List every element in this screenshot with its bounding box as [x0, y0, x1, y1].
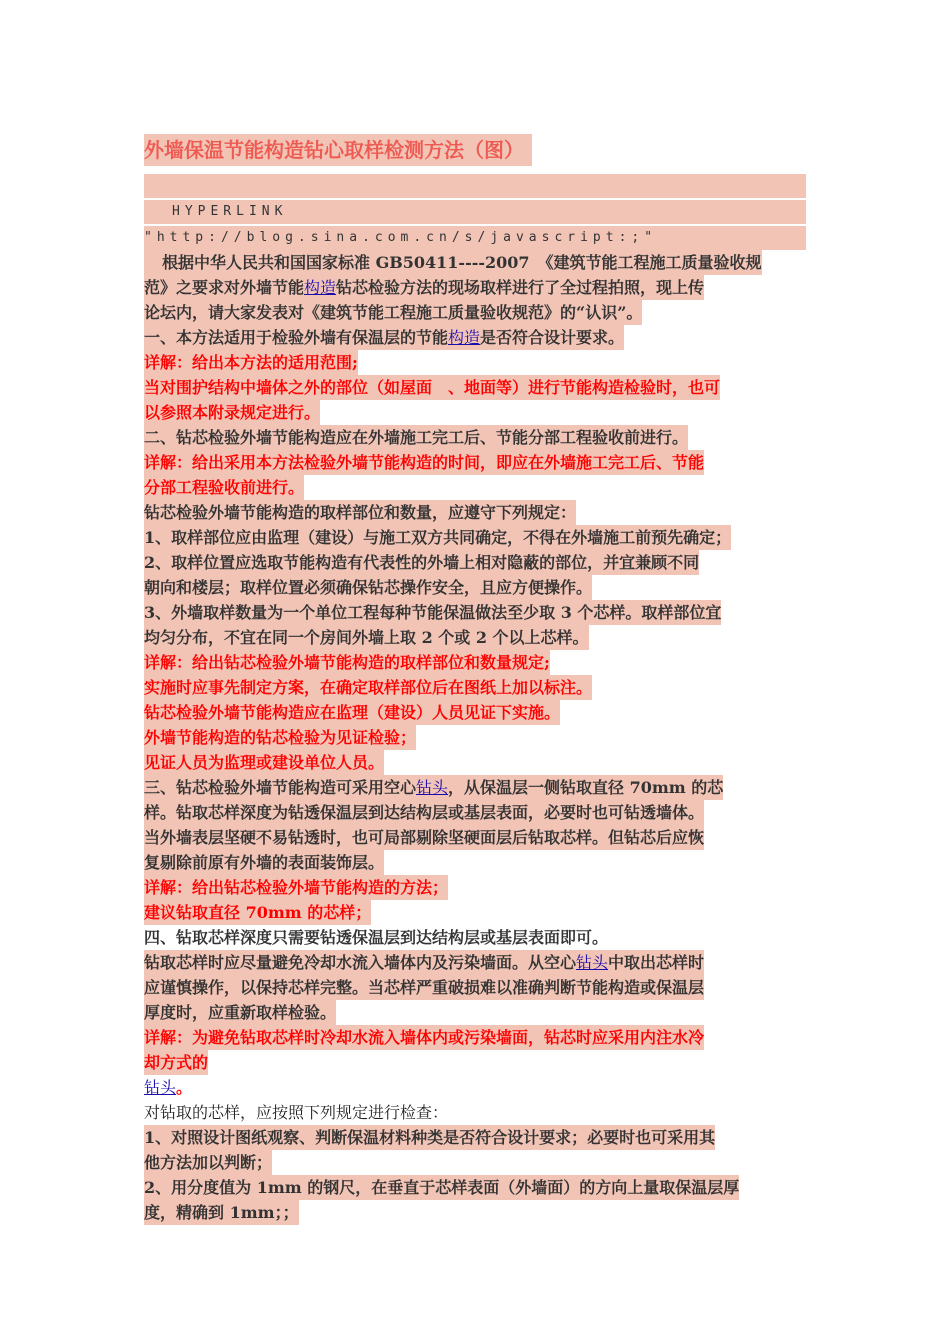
link-gouzao[interactable]: 构造 — [304, 278, 337, 297]
section-text: 。 — [176, 1078, 193, 1097]
intro-line-1: 根据中华人民共和国国家标准 GB50411----2007 《建筑节能工程施工质量验收规 — [144, 250, 762, 275]
section-text: 一、本方法适用于检验外墙有保温层的节能 — [144, 328, 449, 347]
section-4-detail-3 — [144, 1075, 192, 1100]
section-2-note-1: 实施时应事先制定方案，在确定取样部位后在图纸上加以标注。 — [144, 675, 592, 700]
section-3-line-3: 当外墙表层坚硬不易钻透时，也可局部剔除坚硬面层后钻取芯样。但钻芯后应恢 — [144, 825, 704, 850]
rule-2-line-1: 2、取样位置应选取节能构造有代表性的外墙上相对隐蔽的部位，并宜兼顾不同 — [144, 550, 699, 575]
section-2-note-3: 外墙节能构造的钻芯检验为见证检验； — [144, 725, 416, 750]
rule-intro: 钻芯检验外墙节能构造的取样部位和数量，应遵守下列规定： — [144, 500, 576, 525]
section-4-line-3: 厚度时，应重新取样检验。 — [144, 1000, 336, 1025]
check-1-line-2: 他方法加以判断； — [144, 1150, 272, 1175]
section-4-heading: 四、钻取芯样深度只需要钻透保温层到达结构层或基层表面即可。 — [144, 928, 609, 947]
link-zuantou[interactable]: 钻头 — [144, 1078, 177, 1097]
rule-2-line-2: 朝向和楼层；取样位置必须确保钻芯操作安全，且应方便操作。 — [144, 575, 592, 600]
check-intro: 对钻取的芯样，应按照下列规定进行检查： — [144, 1103, 449, 1122]
section-text: 是否符合设计要求。 — [480, 328, 625, 347]
intro-text: 范》之要求对外墙节能 — [144, 278, 305, 297]
section-4-detail-2: 却方式的 — [144, 1050, 208, 1075]
section-4-detail-1: 详解：为避免钻取芯样时冷却水流入墙体内或污染墙面，钻芯时应采用内注水冷 — [144, 1025, 704, 1050]
section-1-heading — [144, 325, 624, 350]
intro-text: 钻芯检验方法的现场取样进行了全过程拍照，现上传 — [336, 278, 705, 297]
check-1-line-1: 1、对照设计图纸观察、判断保温材料种类是否符合设计要求；必要时也可采用其 — [144, 1125, 715, 1150]
section-2-detail-1: 详解：给出采用本方法检验外墙节能构造的时间，即应在外墙施工完工后、节能 — [144, 450, 704, 475]
link-gouzao[interactable]: 构造 — [448, 328, 481, 347]
rule-3-line-2: 均匀分布，不宜在同一个房间外墙上取 2 个或 2 个以上芯样。 — [144, 625, 589, 650]
section-2-note-4: 见证人员为监理或建设单位人员。 — [144, 750, 384, 775]
section-2-heading: 二、钻芯检验外墙节能构造应在外墙施工完工后、节能分部工程验收前进行。 — [144, 425, 688, 450]
section-text: 钻取芯样时应尽量避免冷却水流入墙体内及污染墙面。从空心 — [144, 953, 577, 972]
section-3-line-4: 复剔除前原有外墙的表面装饰层。 — [144, 850, 384, 875]
check-2-line-1: 2、用分度值为 1mm 的钢尺，在垂直于芯样表面（外墙面）的方向上量取保温层厚 — [144, 1175, 739, 1200]
section-text: 中取出芯样时 — [608, 953, 705, 972]
intro-line-2 — [144, 275, 704, 300]
section-2-note-2: 钻芯检验外墙节能构造应在监理（建设）人员见证下实施。 — [144, 700, 560, 725]
section-2-detail-2: 分部工程验收前进行。 — [144, 475, 304, 500]
page-title: 外墙保温节能构造钻心取样检测方法（图） — [144, 134, 532, 166]
section-3-line-1 — [144, 775, 723, 800]
section-1-note-2: 以参照本附录规定进行。 — [144, 400, 320, 425]
rule-1: 1、取样部位应由监理（建设）与施工双方共同确定，不得在外墙施工前预先确定； — [144, 525, 731, 550]
link-zuantou[interactable]: 钻头 — [416, 778, 449, 797]
hyperlink-field-code: HYPERLINK — [144, 200, 806, 224]
section-4-line-2: 应谨慎操作，以保持芯样完整。当芯样严重破损难以准确判断节能构造或保温层 — [144, 975, 704, 1000]
intro-line-3: 论坛内，请大家发表对《建筑节能工程施工质量验收规范》的“认识”。 — [144, 300, 642, 325]
section-4-line-1 — [144, 950, 704, 975]
hyperlink-url[interactable]: "http://blog.sina.com.cn/s/javascript:;" — [144, 226, 806, 250]
section-3-note: 建议钻取直径 70mm 的芯样； — [144, 900, 371, 925]
section-3-line-2: 样。钻取芯样深度为钻透保温层到达结构层或基层表面，必要时也可钻透墙体。 — [144, 800, 704, 825]
highlight-bar — [144, 174, 806, 198]
section-1-note-1: 当对围护结构中墙体之外的部位（如屋面 、地面等）进行节能构造检验时，也可 — [144, 375, 720, 400]
section-3-detail: 详解：给出钻芯检验外墙节能构造的方法； — [144, 875, 448, 900]
rule-3-line-1: 3、外墙取样数量为一个单位工程每种节能保温做法至少取 3 个芯样。取样部位宜 — [144, 600, 721, 625]
section-text: ，从保温层一侧钻取直径 70mm 的芯 — [448, 778, 724, 797]
check-2-line-2: 度，精确到 1mm；； — [144, 1200, 299, 1225]
section-1-detail: 详解：给出本方法的适用范围; — [144, 350, 358, 375]
link-zuantou[interactable]: 钻头 — [576, 953, 609, 972]
section-text: 三、钻芯检验外墙节能构造可采用空心 — [144, 778, 417, 797]
section-2-detail-3: 详解：给出钻芯检验外墙节能构造的取样部位和数量规定; — [144, 650, 550, 675]
